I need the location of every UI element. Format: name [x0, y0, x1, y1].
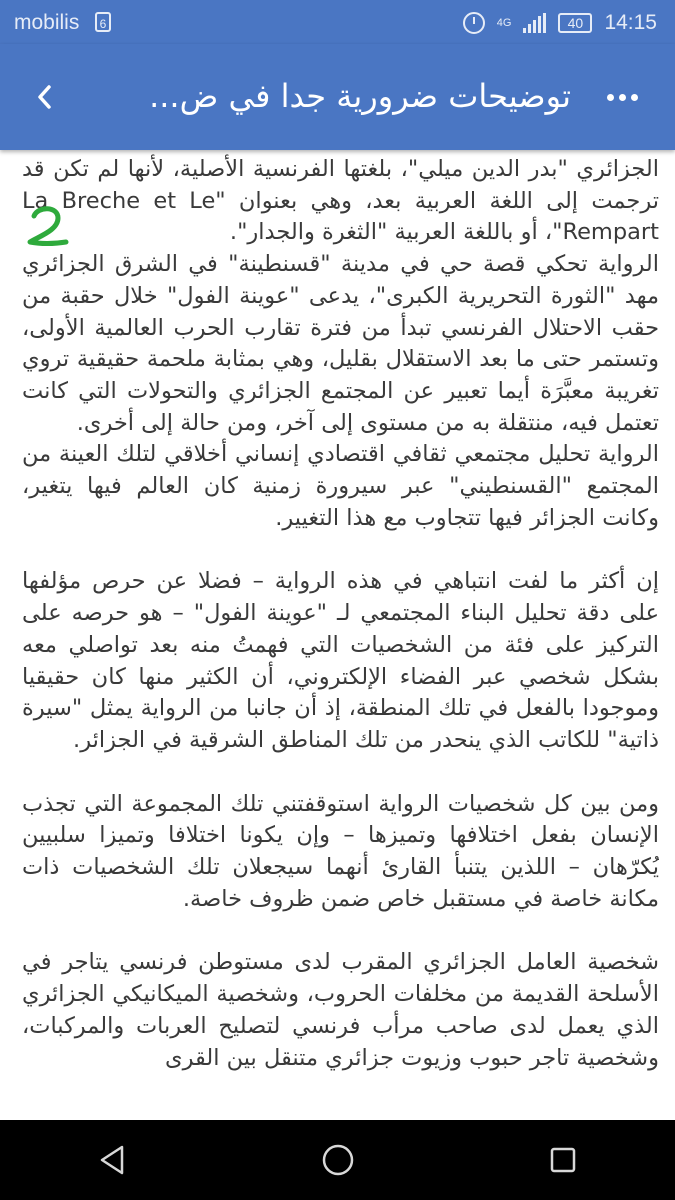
- article-body: [22, 150, 659, 1120]
- more-dot: [619, 94, 626, 101]
- alarm-icon: [463, 12, 485, 34]
- paragraph: شخصية العامل الجزائري المقرب لدى مستوطن فرنسي يتاجر في الأسلحة القديمة من مخلفات الحروب، وشخصية الميكانيكي الجزائري الذي يعمل لدى صاحب مرأب فرنسي لتصليح العربات والمركبات، وشخصية تاجر حبوب وزيوت جزائري متنقل بين القرى: [22, 949, 659, 1071]
- signal-icon: [523, 13, 546, 33]
- network-type: 4G: [496, 16, 512, 29]
- triangle-back-icon: [96, 1143, 130, 1177]
- status-indicators: [463, 11, 657, 35]
- paragraph: ومن بين كل شخصيات الرواية استوقفتني تلك المجموعة التي تجذب الإنسان بفعل اختلافها وتميزها – وإن يكونا اختلافا وتميزا سلبيين يُكرّهان – اللذين يتنبأ القارئ أنهما سيجعلان تلك الشخصيات ذات مكانة خاصة في مستقبل خاص ضمن ظروف خاصة.: [22, 790, 659, 912]
- more-options-button[interactable]: [595, 70, 649, 124]
- status-bar: [0, 0, 675, 44]
- app-bar: [0, 44, 675, 150]
- square-recents-icon: [547, 1144, 579, 1176]
- handwritten-number-annotation: [14, 196, 72, 254]
- clock: 14:15: [604, 11, 657, 34]
- nav-home-button[interactable]: [303, 1125, 373, 1195]
- back-button[interactable]: [18, 70, 72, 124]
- nav-recents-button[interactable]: [528, 1125, 598, 1195]
- nav-back-button[interactable]: [78, 1125, 148, 1195]
- circle-home-icon: [320, 1142, 356, 1178]
- paragraph: إن أكثر ما لفت انتباهي في هذه الرواية – فضلا عن حرص مؤلفها على دقة تحليل البناء المجتمعي لـ "عوينة الفول" – هو حرصه على التركيز على فئة من الشخصيات التي فهمتُ منه بعد تواصلي معه بشكل شخصي عبر الفضاء الإلكتروني، أن الكثير منها كان حقيقيا وموجودا بالفعل في تلك المنطقة، إذ أن جانبا من الرواية يمثل "سيرة ذاتية" للكاتب الذي ينحدر من تلك المناطق الشرقية في الجزائر.: [22, 568, 659, 753]
- chevron-left-icon: [34, 83, 56, 111]
- navigation-bar: [0, 1120, 675, 1200]
- sim-badge-icon: 6: [95, 12, 111, 32]
- carrier-name: mobilis: [14, 11, 80, 34]
- more-dot: [631, 94, 638, 101]
- paragraph: الرواية تحليل مجتمعي ثقافي اقتصادي إنساني أخلاقي لتلك العينة من المجتمع "القسنطيني" عبر سيرورة زمنية كان العالم فيها يتغير، وكانت الجزائر فيها تتجاوب مع هذا التغيير.: [22, 441, 659, 531]
- battery-icon: 40: [558, 13, 592, 33]
- paragraph: الجزائري "بدر الدين ميلي"، بلغتها الفرنسية الأصلية، لأنها لم تكن قد ترجمت إلى اللغة العربية بعد، وهي بعنوان "La Breche et Le Rempart"، أو باللغة العربية "الثغرة والجدار".: [22, 156, 659, 246]
- paragraph: الرواية تحكي قصة حي في مدينة "قسنطينة" في الشرق الجزائري مهد "الثورة التحريرية الكبرى"، يدعى "عوينة الفول" خلال حقبة من حقب الاحتلال الفرنسي تبدأ من فترة تقارب الحرب العالمية الأولى، وتستمر حتى ما بعد الاستقلال بقليل، وهي بمثابة ملحمة حقيقية تروي تغريبة معبَّرَة أيما تعبير عن المجتمع الجزائري والتحولات التي كانت تعتمل فيه، منتقلة به من مستوى إلى آخر، ومن حالة إلى أخرى.: [22, 251, 659, 436]
- more-horizontal-icon: [607, 94, 614, 101]
- page-title: توضيحات ضرورية جدا في ض...: [149, 77, 571, 115]
